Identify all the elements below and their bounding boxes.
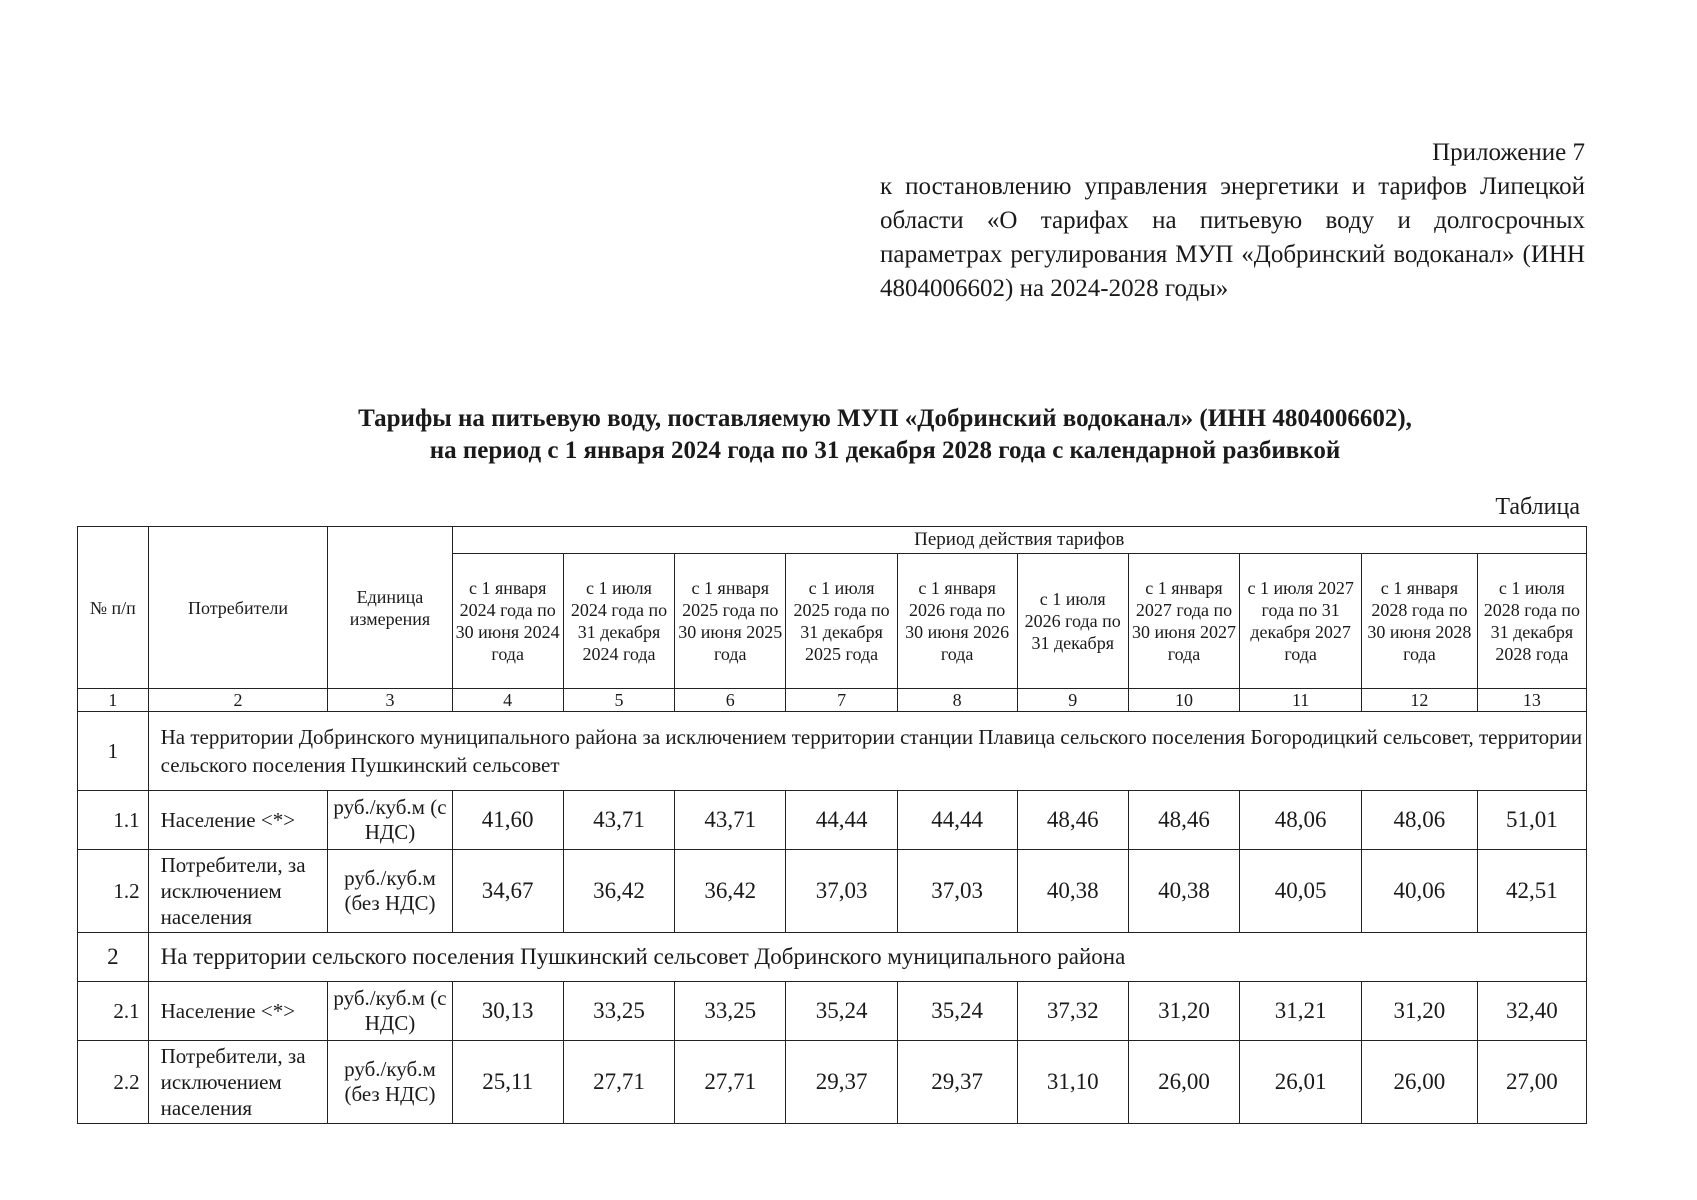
tariff-value: 27,71 [563,1041,674,1124]
header-period: Период действия тарифов [452,527,1586,554]
tariff-value: 41,60 [452,791,563,850]
table-label: Таблица [1495,494,1580,520]
tariff-value: 29,37 [897,1041,1017,1124]
tariff-value: 25,11 [452,1041,563,1124]
header-period-col: с 1 июля 2024 года по 31 декабря 2024 года [563,554,674,689]
row-consumer: Население <*> [148,791,328,850]
row-consumer: Потребители, за исключением населения [148,850,328,933]
column-number: 9 [1017,689,1128,712]
section-number: 2 [78,933,149,982]
tariff-value: 40,38 [1128,850,1239,933]
tariff-value: 40,05 [1240,850,1362,933]
column-number: 12 [1362,689,1478,712]
tariff-value: 31,20 [1362,982,1478,1041]
tariff-value: 48,46 [1017,791,1128,850]
table-row [78,1041,1587,1124]
tariff-value: 48,46 [1128,791,1239,850]
appendix-header [880,136,1585,306]
tariff-value: 42,51 [1477,850,1586,933]
tariff-value: 40,06 [1362,850,1478,933]
appendix-text: к постановлению управления энергетики и тарифов Липецкой области «О тарифах на питьевую воду и долгосрочных параметрах регулирования МУП «Добринский водоканал» (ИНН 4804006602) на 2024-2028 годы» [880,173,1585,302]
column-number: 5 [563,689,674,712]
tariff-value: 36,42 [675,850,786,933]
column-number: 3 [328,689,452,712]
header-period-col: с 1 января 2024 года по 30 июня 2024 года [452,554,563,689]
tariff-value: 27,00 [1477,1041,1586,1124]
tariff-value: 43,71 [563,791,674,850]
tariff-value: 30,13 [452,982,563,1041]
column-number: 1 [78,689,149,712]
header-period-col: с 1 января 2025 года по 30 июня 2025 года [675,554,786,689]
tariff-value: 26,00 [1362,1041,1478,1124]
column-number: 2 [148,689,328,712]
tariff-value: 40,38 [1017,850,1128,933]
tariff-value: 29,37 [786,1041,897,1124]
document-title [140,403,1630,467]
tariff-value: 27,71 [675,1041,786,1124]
table-row [78,850,1587,933]
document-title-line-2: на период с 1 января 2024 года по 31 декабря 2028 года с календарной разбивкой [429,437,1341,464]
section-title: На территории сельского поселения Пушкинский сельсовет Добринского муниципального района [148,933,1586,982]
column-number: 8 [897,689,1017,712]
table-row [78,982,1587,1041]
tariff-value: 33,25 [563,982,674,1041]
column-number: 13 [1477,689,1586,712]
row-unit: руб./куб.м (с НДС) [328,791,452,850]
tariff-value: 51,01 [1477,791,1586,850]
header-unit: Единица измерения [328,527,452,689]
row-number: 2.2 [78,1041,149,1124]
row-unit: руб./куб.м (без НДС) [328,1041,452,1124]
tariff-value: 34,67 [452,850,563,933]
tariff-value: 48,06 [1362,791,1478,850]
tariff-value: 31,10 [1017,1041,1128,1124]
header-period-col: с 1 июля 2025 года по 31 декабря 2025 года [786,554,897,689]
header-period-col: с 1 июля 2027 года по 31 декабря 2027 года [1240,554,1362,689]
tariff-value: 31,20 [1128,982,1239,1041]
row-consumer: Население <*> [148,982,328,1041]
column-number: 10 [1128,689,1239,712]
tariff-value: 35,24 [786,982,897,1041]
row-number: 2.1 [78,982,149,1041]
document-title-line-1: Тарифы на питьевую воду, поставляемую МУП «Добринский водоканал» (ИНН 4804006602), [358,405,1412,432]
tariff-value: 33,25 [675,982,786,1041]
row-unit: руб./куб.м (с НДС) [328,982,452,1041]
header-period-col: с 1 января 2028 года по 30 июня 2028 года [1362,554,1478,689]
tariff-value: 48,06 [1240,791,1362,850]
column-number: 4 [452,689,563,712]
tariff-value: 43,71 [675,791,786,850]
tariff-value: 44,44 [786,791,897,850]
tariff-value: 36,42 [563,850,674,933]
tariff-value: 26,01 [1240,1041,1362,1124]
tariff-table [77,526,1587,1124]
column-number: 6 [675,689,786,712]
header-number: № п/п [78,527,149,689]
appendix-title: Приложение 7 [1432,139,1585,166]
column-number: 11 [1240,689,1362,712]
row-consumer: Потребители, за исключением населения [148,1041,328,1124]
header-period-col: с 1 июля 2026 года по 31 декабря [1017,554,1128,689]
section-title: На территории Добринского муниципального района за исключением территории станции Плавица сельского поселения Богородицкий сельсовет, территории сельского поселения Пушкинский сельсовет [148,712,1586,791]
section-row [78,712,1587,791]
section-number: 1 [78,712,149,791]
tariff-value: 26,00 [1128,1041,1239,1124]
header-period-col: с 1 июля 2028 года по 31 декабря 2028 года [1477,554,1586,689]
tariff-value: 44,44 [897,791,1017,850]
table-row [78,791,1587,850]
row-unit: руб./куб.м (без НДС) [328,850,452,933]
column-numbers-row [78,689,1587,712]
tariff-value: 35,24 [897,982,1017,1041]
tariff-value: 37,03 [786,850,897,933]
tariff-value: 37,32 [1017,982,1128,1041]
header-period-col: с 1 января 2026 года по 30 июня 2026 года [897,554,1017,689]
tariff-value: 32,40 [1477,982,1586,1041]
header-consumers: Потребители [148,527,328,689]
tariff-value: 31,21 [1240,982,1362,1041]
row-number: 1.2 [78,850,149,933]
header-period-col: с 1 января 2027 года по 30 июня 2027 года [1128,554,1239,689]
section-row [78,933,1587,982]
column-number: 7 [786,689,897,712]
row-number: 1.1 [78,791,149,850]
tariff-value: 37,03 [897,850,1017,933]
